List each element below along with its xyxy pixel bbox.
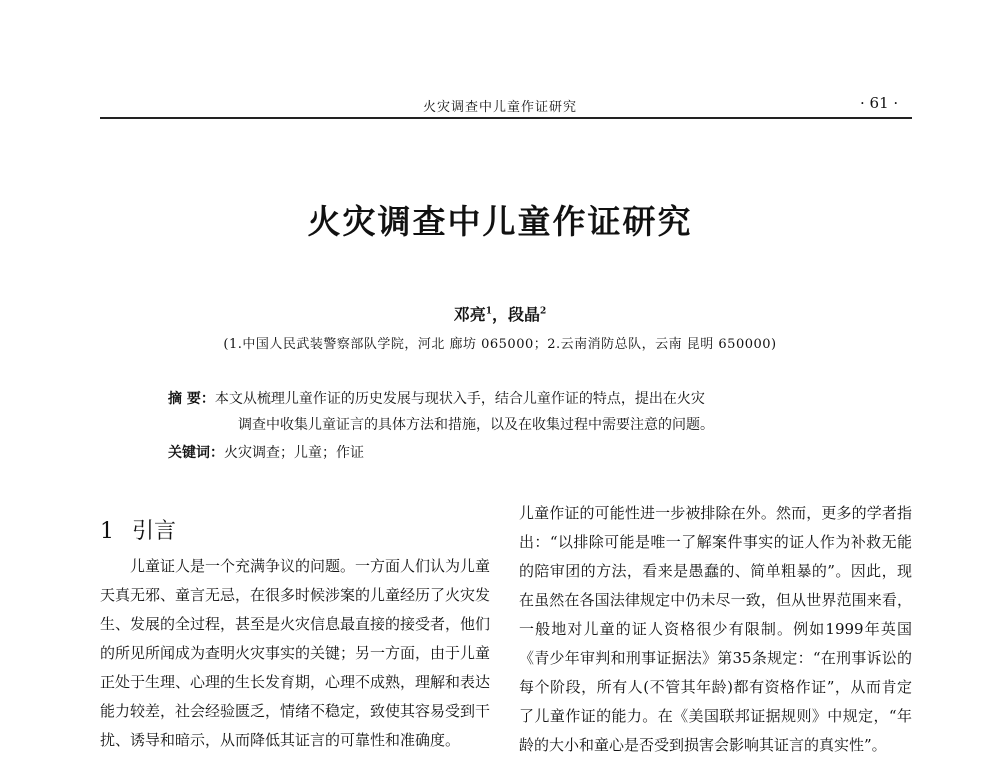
author-separator: ，: [491, 305, 508, 324]
section-number: 1: [100, 519, 114, 544]
body-paragraph: 儿童作证的可能性进一步被排除在外。然而，更多的学者指出：“以排除可能是唯一了解案件事实的证人作为补救无能的陪审团的方法，看来是愚蠢的、简单粗暴的”。因此，现在虽然在各国法律规定中仍未尽一致，但从世界范围来看，一般地对儿童的证人资格很少有限制。例如1999年英国《青少年审判和刑事证据法》第35条规定：“在刑事诉讼的每个阶段，所有人(不管其年龄)都有资格作证”，从而肯定了儿童作证的能力。在《美国联邦证据规则》中规定，“年龄的大小和童心是否受到损害会影响其证言的真实性”。: [519, 504, 912, 754]
author-name: 邓亮: [453, 305, 486, 324]
abstract: [168, 386, 858, 438]
author-name: 段晶: [508, 305, 541, 324]
keywords-text: 火灾调查；儿童；作证: [224, 445, 364, 461]
affiliation-mark: 2: [540, 306, 547, 317]
running-title: 火灾调查中儿童作证研究: [422, 100, 577, 115]
author-list: [0, 302, 1000, 325]
body-paragraph: 儿童证人是一个充满争议的问题。一方面人们认为儿童天真无邪、童言无忌，在很多时候涉案的儿童经历了火灾发生、发展的全过程，甚至是火灾信息最直接的接受者，他们的所见所闻成为查明火灾事实的关键；另一方面，由于儿童正处于生理、心理的生长发育期，心理不成熟，理解和表达能力较差，社会经验匮乏，情绪不稳定，致使其容易受到干扰、诱导和暗示，从而降低其证言的可靠性和准确度。: [100, 557, 491, 749]
article-title: 火灾调查中儿童作证研究: [307, 202, 693, 241]
page-number: · 61 ·: [860, 94, 899, 112]
section-heading: [100, 514, 176, 545]
affiliations: (1.中国人民武装警察部队学院，河北 廊坊 065000；2.云南消防总队，云南 昆明 650000): [223, 337, 777, 352]
section-title: 引言: [132, 519, 177, 544]
abstract-text: 本文从梳理儿童作证的历史发展与现状入手，结合儿童作证的特点，提出在火灾: [214, 391, 705, 407]
abstract-first-line: [168, 386, 858, 412]
keywords: [168, 442, 364, 462]
keywords-label: 关键词：: [168, 445, 224, 461]
abstract-label: 摘 要：: [168, 391, 215, 407]
left-column: [100, 552, 490, 755]
header-rule: [100, 117, 912, 119]
abstract-text-continued: 调查中收集儿童证言的具体方法和措施，以及在收集过程中需要注意的问题。: [238, 417, 714, 433]
affiliation-mark: 1: [485, 306, 492, 317]
right-column: [519, 499, 912, 760]
